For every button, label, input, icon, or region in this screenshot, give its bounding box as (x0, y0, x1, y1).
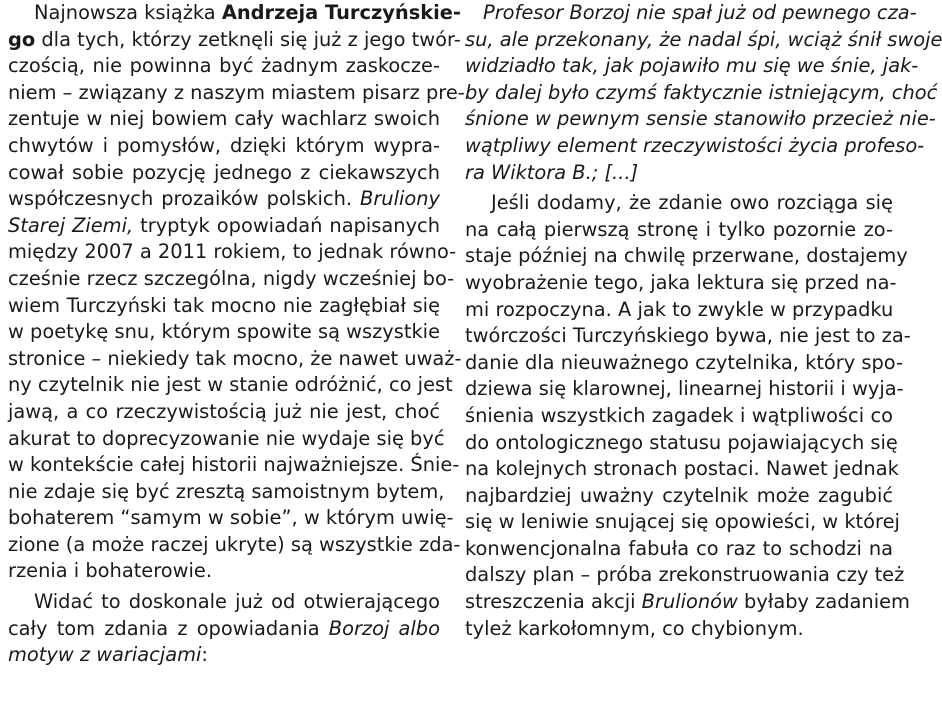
right-column-text-line (465, 616, 893, 643)
left-column-text-line (8, 266, 455, 293)
left-column-text-segment: współczesnych prozaików polskich. (8, 187, 361, 211)
right-column-text-segment: streszczenia akcji (465, 590, 642, 614)
right-column-text-segment: danie dla nieuważnego czytelnika, który spo- (465, 350, 904, 374)
right-column-text-line (465, 403, 893, 430)
left-column-text-segment: Starej Ziemi, (8, 213, 134, 237)
left-column-text-segment: zione (a może raczej ukryte) są wszystkie zda- (8, 532, 461, 556)
left-column-text-line (8, 213, 440, 240)
right-column-text-segment: najbardziej uważny czytelnik może zagubić (465, 483, 893, 507)
right-column-text-segment: tyleż karkołomnym, co chybionym. (465, 616, 804, 640)
right-column-text-line (465, 430, 898, 457)
left-column-text-line (8, 186, 440, 213)
right-column-text-segment: Jeśli dodamy, że zdanie owo rozciąga się (491, 191, 893, 215)
left-column-text-line (8, 293, 440, 320)
right-column-text-segment: dziewa się klarownej, linearnej historii i wyja- (465, 377, 904, 401)
left-column-text-segment: stronice – niekiedy tak mocno, że nawet uważ- (8, 346, 462, 370)
left-column-text-segment: wiem Turczyński tak mocno nie zagłębiał się (8, 293, 440, 317)
right-column-text-segment: by dalej było czymś faktycznie istniejącym, choć (465, 80, 938, 104)
right-column-text-segment: ra Wiktora B.; [...] (465, 160, 639, 184)
left-column (8, 0, 465, 669)
right-column-text-line (465, 323, 911, 350)
left-column-text-segment: nie zdaje się być zresztą samoistnym bytem, (8, 479, 445, 503)
right-column-text-line (465, 270, 897, 297)
left-column-text-line (8, 558, 440, 585)
left-column-text-segment: akurat to doprecyzowanie nie wydaje się być (8, 426, 445, 450)
left-column-text-segment: w kontekście całej historii najważniejsze. Śnie- (8, 453, 460, 477)
left-column-text-segment: Widać to doskonale już od otwierającego (34, 590, 440, 614)
left-column-text-line (8, 505, 454, 532)
left-column-text-line (8, 479, 445, 506)
left-column-text-segment: tryptyk opowiadań napisanych (133, 213, 440, 237)
left-column-text-line (8, 452, 460, 479)
left-column-text-segment: jawą, a co rzeczywistością już nie jest, choć (8, 399, 440, 423)
right-column-text-segment: mi rozpoczyna. A jak to zwykle w przypadku (465, 297, 894, 321)
left-column-text-segment: Andrzeja Turczyńskie- (221, 1, 461, 24)
right-column-text-segment: Profesor Borzoj nie spał już od pewnego cza- (483, 1, 917, 24)
left-column-text-line (8, 589, 440, 616)
left-column-text-line (8, 346, 462, 373)
right-column-text-segment: na całą pierwszą stronę i tylko pozornie zo- (465, 217, 893, 241)
left-column-text-segment: Najnowsza książka (34, 1, 222, 24)
left-column-text-segment: dla tych, którzy zetknęli się już z jego twór- (35, 27, 461, 51)
right-column-text-line (465, 243, 908, 270)
right-column-text-line (465, 190, 893, 217)
left-column-text-segment: ny czytelnik nie jest w stanie odróżnić, co jest (8, 373, 453, 397)
right-column-text-line (465, 80, 938, 107)
left-column-text-line (8, 616, 440, 643)
right-column-text-segment: Brulionów (641, 590, 738, 614)
left-column-text-segment: zentuje w niej bowiem cały wachlarz swoich (8, 107, 440, 131)
right-column-text-segment: się w leniwie snującej się opowieści, w której (465, 510, 900, 534)
left-column-text-segment: czością, nie powinna być żadnym zaskocze- (8, 54, 440, 78)
left-column-text-line (8, 160, 440, 187)
right-column-text-segment: byłaby zadaniem (737, 590, 910, 614)
right-column-text-line (465, 53, 919, 80)
right-column-text-segment: śnienia wszystkich zagadek i wątpliwości co (465, 403, 893, 427)
right-column-text-segment: do ontologicznego statusu pojawiających się (465, 430, 898, 454)
left-column-text-line (8, 372, 453, 399)
right-column-text-line (465, 562, 905, 589)
right-column-text-segment: twórczości Turczyńskiego bywa, nie jest to za- (465, 324, 911, 348)
left-column-text-line (8, 399, 440, 426)
left-column-text-line (8, 426, 445, 453)
right-column-text-segment: su, ale przekonany, że nadal śpi, wciąż śnił swoje (465, 27, 942, 51)
left-column-text-line (8, 133, 440, 160)
right-column-text-segment: na kolejnych stronach postaci. Nawet jednak (465, 457, 899, 481)
left-column-text-line (8, 80, 465, 107)
right-column-text-segment: śnione w pewnym sensie stanowiło przecież nie- (465, 107, 936, 131)
right-column-text-line (465, 133, 925, 160)
right-column-text-segment: dalszy plan – próba zrekonstruowania czy też (465, 563, 905, 587)
right-column-text-segment: widziadło tak, jak pojawiło mu się we śnie, jak- (465, 54, 919, 78)
left-column-text-segment: Bruliony (360, 187, 440, 211)
right-column-text-line (465, 27, 942, 54)
left-column-text-segment: między 2007 a 2011 rokiem, to jednak równo- (8, 240, 457, 264)
right-column-text-line (465, 509, 900, 536)
right-column-text-segment: wyobrażenie tego, jaka lektura się przed na- (465, 270, 897, 294)
right-column-text-line (465, 350, 904, 377)
left-column-text-line (8, 106, 440, 133)
right-column-text-line (465, 456, 899, 483)
left-column-text-segment: motyw z wariacjami (8, 643, 202, 667)
left-column-text-line (8, 239, 457, 266)
left-column-text-line (8, 532, 461, 559)
right-column-text-segment: wątpliwy element rzeczywistości życia profeso- (465, 133, 925, 157)
right-column-text-segment: konwencjonalna fabuła co raz to schodzi na (465, 536, 893, 560)
right-column-text-line (465, 160, 893, 187)
right-column-text-line (465, 106, 936, 133)
left-column-text-line (8, 53, 440, 80)
left-column-text-segment: chwytów i pomysłów, dzięki którym wypra- (8, 133, 440, 157)
left-column-text-segment: rzenia i bohaterowie. (8, 559, 212, 583)
right-column-text-line (465, 376, 904, 403)
left-column-text-segment: cześnie rzecz szczególna, nigdy wcześniej bo- (8, 266, 455, 290)
right-column-text-line (465, 483, 893, 510)
right-column (465, 0, 942, 642)
right-column-text-line (465, 0, 917, 27)
left-column-text-line (8, 0, 461, 27)
left-column-text-line (8, 319, 440, 346)
right-column-text-line (465, 536, 893, 563)
left-column-text-segment: : (201, 643, 208, 667)
right-column-text-line (465, 217, 893, 244)
left-column-text-line (8, 27, 461, 54)
left-column-text-line (8, 642, 440, 669)
left-column-text-segment: Borzoj albo (328, 616, 440, 640)
right-column-text-line (465, 589, 910, 616)
right-column-text-line (465, 297, 893, 324)
left-column-text-segment: go (8, 27, 36, 51)
left-column-text-segment: bohaterem “samym w sobie”, w którym uwię- (8, 506, 454, 530)
left-column-text-segment: niem – związany z naszym miastem pisarz pre- (8, 80, 465, 104)
left-column-text-segment: cały tom zdania z opowiadania (8, 616, 329, 640)
left-column-text-segment: cował sobie pozycję jednego z ciekawszych (8, 160, 440, 184)
left-column-text-segment: w poetykę snu, którym spowite są wszystkie (8, 320, 440, 344)
right-column-text-segment: staje później na chwilę przerwane, dostajemy (465, 244, 908, 268)
